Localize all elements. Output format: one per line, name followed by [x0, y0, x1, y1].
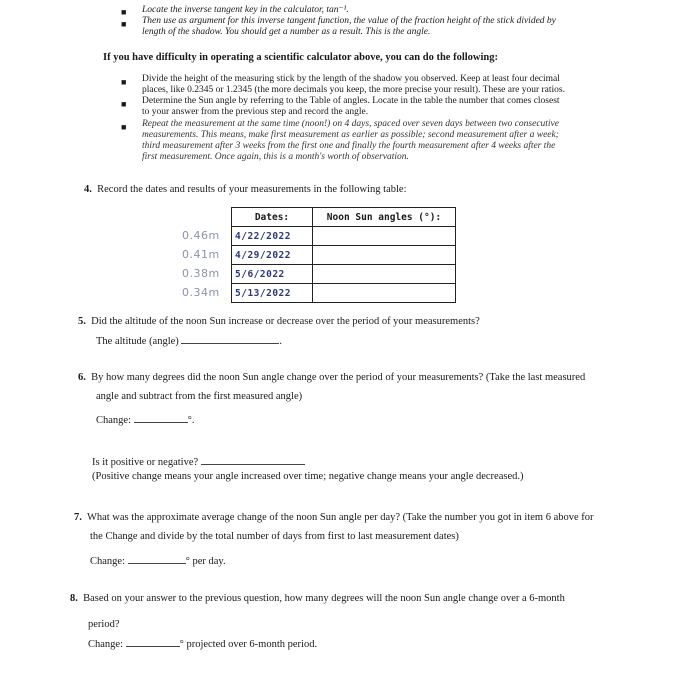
- sign-question: Is it positive or negative?: [92, 457, 199, 468]
- question-text: Based on your answer to the previous question, how many degrees will the noon Sun angle change over a 6-month: [83, 593, 565, 604]
- date-cell[interactable]: 5/13/2022: [232, 284, 313, 303]
- change-label: Change:: [88, 639, 123, 650]
- question-text: period?: [88, 619, 120, 630]
- bullet-icon: ■: [121, 122, 127, 132]
- q6-sign: [92, 456, 305, 469]
- sign-note: (Positive change means your angle increased over time; negative change means your angle decreased.): [92, 471, 524, 482]
- q6-change: [96, 414, 194, 427]
- handwritten-note: 0.41m: [182, 248, 220, 261]
- column-header-angles: Noon Sun angles (°):: [313, 208, 456, 227]
- table-row: [232, 246, 456, 265]
- instruction-line: third measurement after 3 weeks from the first one and finally the fourth measurement after 4 weeks after the: [142, 141, 556, 151]
- difficulty-heading: If you have difficulty in operating a scientific calculator above, you can do the following:: [103, 52, 499, 63]
- instruction-line: to your answer from the previous step and record the angle.: [142, 107, 369, 117]
- question-5: [78, 315, 480, 328]
- bullet-icon: ■: [121, 7, 127, 17]
- angle-cell[interactable]: [313, 265, 456, 284]
- instruction-line: measurements. This means, make first measurement as earlier as possible; second measurement after a week;: [142, 130, 559, 140]
- change-blank[interactable]: [134, 422, 188, 423]
- question-6: [78, 371, 585, 384]
- date-cell[interactable]: 5/6/2022: [232, 265, 313, 284]
- date-cell[interactable]: 4/22/2022: [232, 227, 313, 246]
- measurement-table: [231, 207, 456, 303]
- handwritten-note: 0.38m: [182, 267, 220, 280]
- answer-label: The altitude (angle): [96, 336, 179, 347]
- instruction-line: first measurement. Once again, this is a month's worth of observation.: [142, 152, 409, 162]
- angle-cell[interactable]: [313, 227, 456, 246]
- question-text: the Change and divide by the total number of days from first to last measurement dates): [90, 531, 459, 542]
- bullet-icon: ■: [121, 77, 127, 87]
- instruction-line: Repeat the measurement at the same time (noon!) on 4 days, spaced over seven days between two consecutive: [142, 119, 559, 129]
- question-text: Did the altitude of the noon Sun increase or decrease over the period of your measurements?: [91, 316, 480, 327]
- question-number: 8.: [70, 593, 78, 604]
- question-number: 6.: [78, 372, 86, 383]
- instruction-line: Then use as argument for this inverse tangent function, the value of the fraction height of the stick divided by: [142, 16, 556, 26]
- question-number: 5.: [78, 316, 86, 327]
- question-8: [70, 592, 565, 605]
- change-blank[interactable]: [128, 563, 186, 564]
- question-text: By how many degrees did the noon Sun angle change over the period of your measurements? (Take the last measured: [91, 372, 586, 383]
- column-header-dates: Dates:: [232, 208, 313, 227]
- table-row: [232, 227, 456, 246]
- bullet-icon: ■: [121, 19, 127, 29]
- change-blank[interactable]: [126, 646, 180, 647]
- date-cell[interactable]: 4/29/2022: [232, 246, 313, 265]
- question-number: 7.: [74, 512, 82, 523]
- degree-symbol: °.: [187, 415, 195, 426]
- q5-answer: The altitude (angle) .: [96, 336, 283, 347]
- instruction-line: length of the shadow. You should get a number as a result. This is the angle.: [142, 27, 431, 37]
- question-text: angle and subtract from the first measured angle): [96, 391, 303, 402]
- question-number: 4.: [84, 184, 92, 195]
- change-label: Change:: [90, 556, 125, 567]
- angle-cell[interactable]: [313, 246, 456, 265]
- instruction-line: Divide the height of the measuring stick by the length of the shadow you observed. Keep at least four decimal: [142, 74, 560, 84]
- angle-cell[interactable]: [313, 284, 456, 303]
- unit-suffix: ° per day.: [185, 556, 226, 567]
- answer-blank[interactable]: [181, 343, 279, 344]
- q7-change: [90, 555, 226, 568]
- question-4: [84, 183, 407, 196]
- handwritten-note: 0.46m: [182, 229, 220, 242]
- sign-blank[interactable]: [201, 464, 305, 465]
- q8-change: [88, 638, 317, 651]
- bullet-icon: ■: [121, 99, 127, 109]
- table-row: [232, 265, 456, 284]
- instruction-line: Locate the inverse tangent key in the calculator, tan⁻¹.: [142, 5, 349, 15]
- question-text: What was the approximate average change of the noon Sun angle per day? (Take the number you got in item 6 above for: [86, 512, 594, 523]
- table-row: [232, 284, 456, 303]
- change-label: Change:: [96, 415, 131, 426]
- handwritten-note: 0.34m: [182, 286, 220, 299]
- instruction-line: Determine the Sun angle by referring to the Table of angles. Locate in the table the number that comes closest: [142, 96, 560, 106]
- question-7: [74, 511, 594, 524]
- instruction-line: places, like 0.2345 or 1.2345 (the more decimals you keep, the more precise your result). These are your ratios.: [142, 85, 565, 95]
- question-text: Record the dates and results of your measurements in the following table:: [97, 184, 407, 195]
- unit-suffix: ° projected over 6-month period.: [179, 639, 318, 650]
